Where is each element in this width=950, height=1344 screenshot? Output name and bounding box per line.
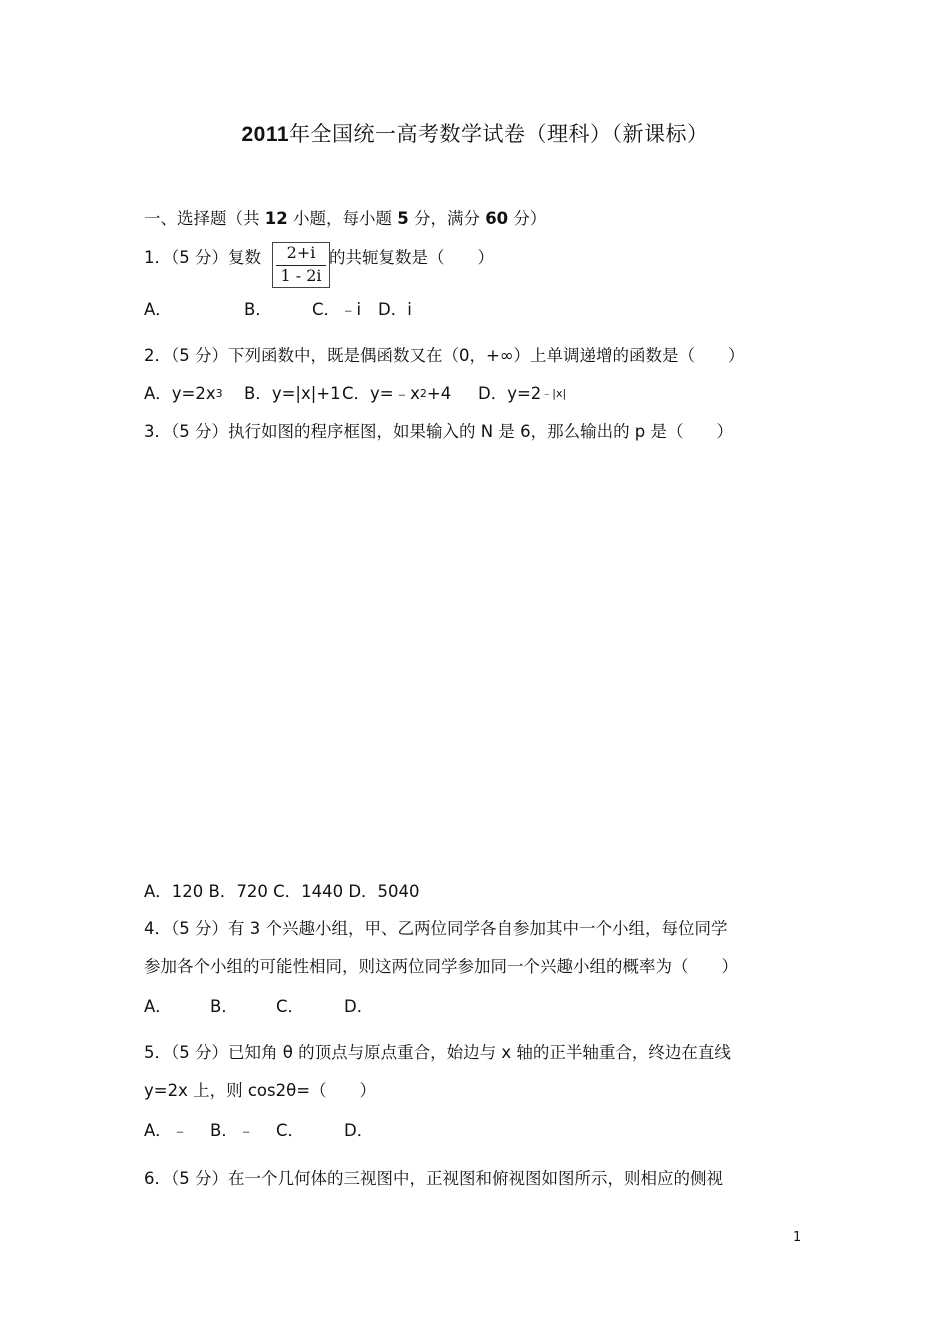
q1-option-a: A． (144, 300, 172, 319)
question-4-line-1: 4．（5 分）有 3 个兴趣小组，甲、乙两位同学各自参加其中一个小组，每位同学 (144, 919, 728, 938)
q2-option-c: C．y=﹣x2+4 (342, 384, 452, 403)
page-title (0, 118, 950, 148)
question-5-line-1: 5．（5 分）已知角 θ 的顶点与原点重合，始边与 x 轴的正半轴重合，终边在直线 (144, 1043, 731, 1062)
question-1-stem-b: 的共轭复数是（ ） (329, 248, 494, 267)
question-5-line-2: y=2x 上，则 cos2θ=（ ） (144, 1081, 377, 1100)
q4-option-a: A． (144, 997, 172, 1016)
title-text: 年全国统一高考数学试卷（理科）（新课标） (289, 122, 709, 146)
complex-fraction (272, 242, 330, 288)
question-3-stem: 3．（5 分）执行如图的程序框图，如果输入的 N 是 6，那么输出的 p 是（ ） (144, 422, 734, 441)
question-6-line-1: 6．（5 分）在一个几何体的三视图中，正视图和俯视图如图所示，则相应的侧视 (144, 1169, 723, 1188)
question-4-line-2: 参加各个小组的可能性相同，则这两位同学参加同一个兴趣小组的概率为（ ） (144, 957, 738, 976)
q5-option-a: A．﹣ (144, 1121, 189, 1140)
flowchart-blank-area (144, 450, 806, 870)
q1-option-d: D．i (378, 300, 412, 319)
q5-option-b: B．﹣ (210, 1121, 255, 1140)
q1-option-b: B． (244, 300, 272, 319)
q4-option-b: B． (210, 997, 238, 1016)
q2-option-b: B．y=|x|+1 (244, 384, 341, 403)
q2-option-a: A．y=2x3 (144, 384, 223, 403)
q2-option-d: D．y=2﹣|x| (478, 384, 567, 403)
q4-option-d: D． (344, 997, 374, 1016)
section-heading: 一、选择题（共 12 小题，每小题 5 分，满分 60 分） (144, 209, 547, 228)
q3-options: A．120 B．720 C．1440 D．5040 (144, 882, 420, 901)
q5-option-c: C． (276, 1121, 305, 1140)
title-year: 2011 (241, 123, 290, 146)
question-1-stem-a: 1．（5 分）复数 (144, 248, 261, 267)
q4-option-c: C． (276, 997, 305, 1016)
fraction-numerator: 2+i (286, 243, 316, 262)
question-2-stem: 2．（5 分）下列函数中，既是偶函数又在（0，+∞）上单调递增的函数是（ ） (144, 346, 745, 365)
q5-option-d: D． (344, 1121, 374, 1140)
page-number: 1 (793, 1230, 802, 1245)
fraction-denominator: 1 - 2i (280, 266, 322, 285)
q1-option-c: C．﹣i (312, 300, 362, 319)
